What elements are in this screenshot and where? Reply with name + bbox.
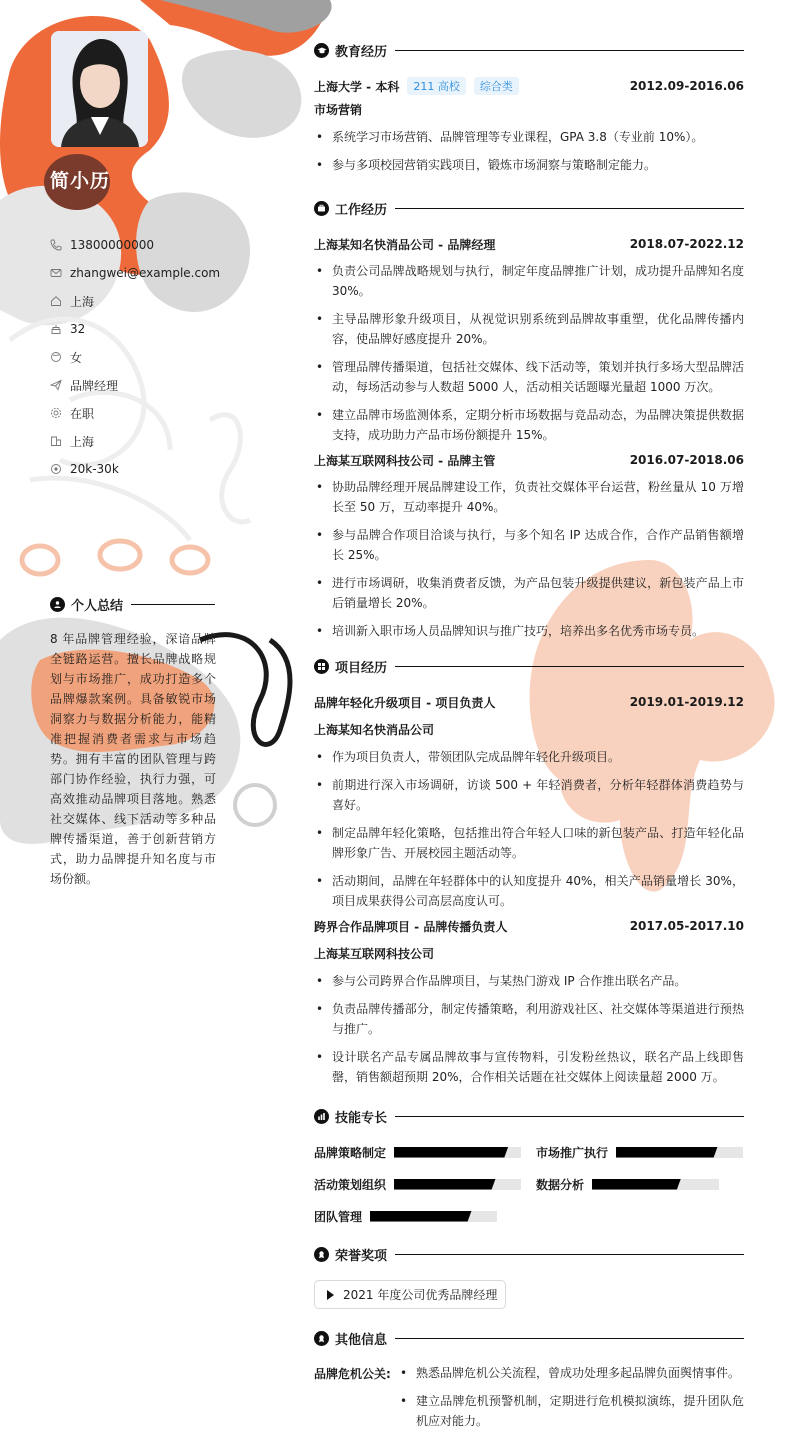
user-icon [50,597,65,612]
project-entry-2-period: 2017.05-2017.10 [629,919,744,933]
list-item: • 熟悉品牌危机公关流程，曾成功处理多起品牌负面舆情事件。 [398,1363,744,1383]
skill-bar-fill [394,1179,496,1190]
age-icon [50,323,62,335]
skill-name: 市场推广执行 [536,1145,609,1160]
work-entry-1-bullets [314,261,744,453]
projects-divider [395,666,744,667]
graduation-cap-icon [314,43,329,58]
mail-icon [50,267,62,279]
work-heading [314,199,744,217]
list-item: • 制定品牌年轻化策略，包括推出符合年轻人口味的新包装产品、打造年轻化品牌形象广告、开展校园主题活动等。 [314,823,744,863]
skill-name: 活动策划组织 [314,1177,387,1192]
info-position [50,371,270,399]
skill-bar-fill [394,1147,508,1158]
list-item: • 作为项目负责人，带领团队完成品牌年轻化升级项目。 [314,747,744,767]
info-location [50,287,270,315]
list-item: • 建立品牌危机预警机制，定期进行危机模拟演练，提升团队危机应对能力。 [398,1391,744,1431]
project-entry-2-bullets [314,971,744,1095]
grid-icon [314,659,329,674]
work-entry-1 [314,235,744,253]
work-entry-2-bullets [314,477,744,649]
awards-divider [395,1254,744,1255]
summary-divider [131,604,215,605]
education-divider [395,50,744,51]
education-title: 教育经历 [335,44,388,60]
award-item [314,1280,506,1309]
list-item: • 活动期间，品牌在年轻群体中的认知度提升 40%，相关产品销量增长 30%，项目成果获得公司高层高度认可。 [314,871,744,911]
work-entry-2 [314,451,744,469]
list-item: • 培训新入职市场人员品牌知识与推广技巧，培养出多名优秀市场专员。 [314,621,744,641]
info-position-text: 品牌经理 [70,378,119,393]
list-item: • 前期进行深入市场调研，访谈 500 + 年轻消费者，分析年轻群体消费趋势与喜好。 [314,775,744,815]
info-gender [50,343,270,371]
education-entry [314,77,744,95]
award-icon [314,1247,329,1262]
other-label: 品牌危机公关: [314,1367,391,1381]
profile-photo [51,31,148,147]
projects-heading [314,657,744,675]
project-entry-2-title: 跨界合作品牌项目 - 品牌传播负责人 [314,919,508,934]
skill-bar [370,1211,497,1222]
education-bullets [314,127,744,183]
skill-item-team [314,1208,497,1224]
list-item: • 系统学习市场营销、品牌管理等专业课程，GPA 3.8（专业前 10%）。 [314,127,744,147]
skill-bar [394,1179,521,1190]
list-item: • 进行市场调研，收集消费者反馈，为产品包装升级提供建议，新包装产品上市后销量增长 20%。 [314,573,744,613]
briefcase-icon [314,201,329,216]
skill-item-promotion [536,1144,743,1160]
list-item: • 主导品牌形象升级项目，从视觉识别系统到品牌故事重塑，优化品牌传播内容，使品牌好感度提升 20%。 [314,309,744,349]
info-location-text: 上海 [70,294,95,309]
skill-item-events [314,1176,521,1192]
work-entry-2-period: 2016.07-2018.06 [629,453,744,467]
project-entry-2 [314,917,744,935]
bar-chart-icon [314,1109,329,1124]
education-school: 上海大学 - 本科 [314,79,400,94]
project-entry-1 [314,693,744,711]
project-entry-2-company: 上海某互联网科技公司 [314,947,435,961]
info-age-text: 32 [70,322,86,336]
list-item: • 参与多项校园营销实践项目，锻炼市场洞察与策略制定能力。 [314,155,744,175]
skill-item-strategy [314,1144,521,1160]
skill-bar-fill [370,1211,472,1222]
project-entry-1-company: 上海某知名快消品公司 [314,723,435,737]
city-icon [50,435,62,447]
info-salary-text: 20k-30k [70,462,119,476]
project-entry-1-bullets [314,747,744,919]
list-item: • 设计联名产品专属品牌故事与宣传物料，引发粉丝热议，联名产品上线即售罄，销售额超预期 20%，合作相关话题在社交媒体上阅读量超 2000 万。 [314,1047,744,1087]
other-divider [395,1338,744,1339]
summary-title: 个人总结 [71,598,124,614]
salary-icon [50,463,62,475]
other-heading [314,1329,744,1347]
education-period: 2012.09-2016.06 [629,79,744,93]
skill-item-data-analysis [536,1176,719,1192]
work-entry-2-title: 上海某互联网科技公司 - 品牌主管 [314,453,496,468]
skill-bar [394,1147,521,1158]
project-entry-1-period: 2019.01-2019.12 [629,695,744,709]
phone-icon [50,239,62,251]
work-entry-1-title: 上海某知名快消品公司 - 品牌经理 [314,237,496,252]
work-title: 工作经历 [335,202,388,218]
list-item: • 负责品牌传播部分，制定传播策略，利用游戏社区、社交媒体等渠道进行预热与推广。 [314,999,744,1039]
education-major: 市场营销 [314,103,363,117]
info-city [50,427,270,455]
skill-name: 数据分析 [536,1177,585,1192]
info-email [50,259,270,287]
info-age [50,315,270,343]
skills-heading [314,1107,744,1125]
resume-name: 简小历 [50,170,111,192]
work-divider [395,208,744,209]
skills-divider [395,1116,744,1117]
info-icon [314,1331,329,1346]
status-icon [50,407,62,419]
home-icon [50,295,62,307]
skill-bar [592,1179,719,1190]
awards-heading [314,1245,744,1263]
list-item: • 参与品牌合作项目洽谈与执行，与多个知名 IP 达成合作，合作产品销售额增长 25%。 [314,525,744,565]
play-triangle-icon [327,1290,334,1300]
skill-name: 团队管理 [314,1209,363,1224]
education-heading [314,41,744,59]
work-entry-1-period: 2018.07-2022.12 [629,237,744,251]
skill-name: 品牌策略制定 [314,1145,387,1160]
info-email-text: zhangwei@example.com [70,266,221,280]
info-salary [50,455,270,483]
gender-icon [50,351,62,363]
skills-title: 技能专长 [335,1110,388,1126]
education-tag-211: 211 高校 [407,77,466,95]
info-gender-text: 女 [70,350,83,365]
contact-info-list [50,231,270,483]
summary-text: 8 年品牌管理经验，深谙品牌全链路运营。擅长品牌战略规划与市场推广，成功打造多个品牌爆款案例。具备敏锐市场洞察力与数据分析能力，能精准把握消费者需求与市场趋势。拥有丰富的团队管理与跨部门协作经验，执行力强，可高效推动品牌项目落地。熟悉社交媒体、线下活动等多种品牌传播渠道，善于创新营销方式，助力品牌提升知名度与市场份额。 [50,632,216,886]
list-item: • 建立品牌市场监测体系，定期分析市场数据与竞品动态，为品牌决策提供数据支持，成功助力产品市场份额提升 15%。 [314,405,744,445]
portrait-icon [51,31,148,147]
list-item: • 参与公司跨界合作品牌项目，与某热门游戏 IP 合作推出联名产品。 [314,971,744,991]
info-status-text: 在职 [70,406,95,421]
award-item-text: 2021 年度公司优秀品牌经理 [343,1288,498,1302]
skill-bar [616,1147,743,1158]
other-bullets [398,1363,744,1436]
list-item: • 管理品牌传播渠道，包括社交媒体、线下活动等，策划并执行多场大型品牌活动，每场活动参与人数超 5000 人，活动相关话题曝光量超 1000 万次。 [314,357,744,397]
info-phone-text: 13800000000 [70,238,154,252]
project-entry-1-title: 品牌年轻化升级项目 - 项目负责人 [314,695,496,710]
skill-bar-fill [592,1179,681,1190]
education-tag-type: 综合类 [474,77,519,95]
list-item: • 协助品牌经理开展品牌建设工作，负责社交媒体平台运营，粉丝量从 10 万增长至 50 万，互动率提升 40%。 [314,477,744,517]
send-icon [50,379,62,391]
awards-title: 荣誉奖项 [335,1248,388,1264]
skill-bar-fill [616,1147,718,1158]
info-city-text: 上海 [70,434,95,449]
list-item: • 负责公司品牌战略规划与执行，制定年度品牌推广计划，成功提升品牌知名度 30%。 [314,261,744,301]
info-phone [50,231,270,259]
info-status [50,399,270,427]
projects-title: 项目经历 [335,660,388,676]
other-title: 其他信息 [335,1332,388,1348]
summary-heading [50,595,215,613]
